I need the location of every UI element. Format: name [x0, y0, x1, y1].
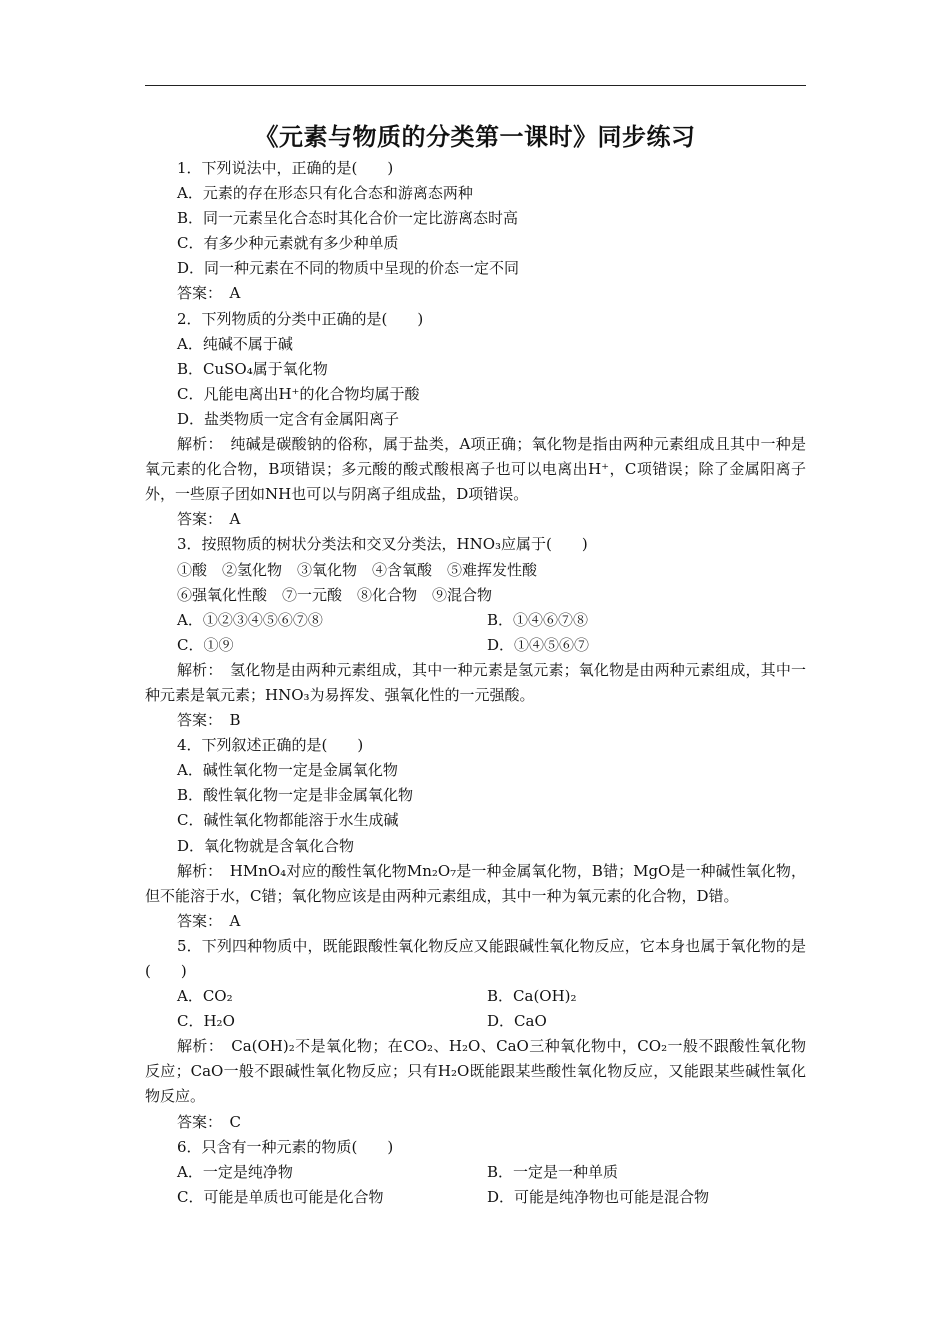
question-6-option-d: D．可能是纯净物也可能是混合物: [487, 1187, 710, 1206]
question-3-option-a: A．①②③④⑤⑥⑦⑧: [177, 610, 323, 629]
question-1-stem: 1．下列说法中，正确的是( ): [177, 159, 394, 177]
question-6-option-a: A．一定是纯净物: [177, 1162, 293, 1181]
question-6-option-b: B．一定是一种单质: [487, 1162, 619, 1181]
header-rule: [145, 85, 806, 86]
question-3-items-line-2: ⑥强氧化性酸 ⑦一元酸 ⑧化合物 ⑨混合物: [177, 585, 493, 604]
question-6-option-c: C．可能是单质也可能是化合物: [177, 1187, 384, 1206]
question-4-answer: 答案： A: [177, 911, 241, 930]
question-4-analysis: 解析： HMnO₄对应的酸性氧化物Mn₂O₇是一种金属氧化物，B错；MgO是一种碱性氧化物，但不能溶于水，C错；氧化物应该是由两种元素组成，其中一种为氧元素的化合物，D错。: [145, 861, 806, 905]
question-4-option-d: D．氧化物就是含氧化合物: [177, 836, 355, 855]
question-5-option-a: A．CO₂: [177, 987, 233, 1006]
question-1-option-c: C．有多少种元素就有多少种单质: [177, 234, 399, 253]
question-5-stem: 5．下列四种物质中，既能跟酸性氧化物反应又能跟碱性氧化物反应，它本身也属于氧化物的是( ): [145, 936, 806, 980]
question-3-answer: 答案： B: [177, 711, 241, 730]
document-body: [145, 156, 806, 1210]
question-4-option-c: C．碱性氧化物都能溶于水生成碱: [177, 811, 399, 830]
question-5-options-row-2: [145, 1009, 806, 1034]
document-title: 《元素与物质的分类第一课时》同步练习: [254, 122, 696, 151]
question-5-analysis: 解析： Ca(OH)₂不是氧化物；在CO₂、H₂O、CaO三种氧化物中，CO₂一般不跟酸性氧化物反应；CaO一般不跟碱性氧化物反应；只有H₂O既能跟某些酸性氧化物反应，又能跟某些碱性氧化物反应。: [145, 1037, 806, 1106]
question-1-option-b: B．同一元素呈化合态时其化合价一定比游离态时高: [177, 209, 519, 228]
question-3-stem: 3．按照物质的树状分类法和交叉分类法，HNO₃应属于( ): [177, 535, 588, 554]
question-5-answer: 答案： C: [177, 1112, 241, 1131]
question-6-options-row-1: [145, 1160, 806, 1185]
question-3-options-row-2: [145, 633, 806, 658]
question-3-options-row-1: [145, 608, 806, 633]
question-3-items-line-1: ①酸 ②氢化物 ③氧化物 ④含氧酸 ⑤难挥发性酸: [177, 560, 538, 579]
question-5-options-row-1: [145, 984, 806, 1009]
question-5-option-c: C．H₂O: [177, 1012, 235, 1031]
question-3-option-b: B．①④⑥⑦⑧: [487, 610, 589, 629]
question-4-option-a: A．碱性氧化物一定是金属氧化物: [177, 761, 398, 780]
question-2-option-c: C．凡能电离出H⁺的化合物均属于酸: [177, 384, 420, 403]
question-1-option-a: A．元素的存在形态只有化合态和游离态两种: [177, 184, 473, 203]
question-5-option-b: B．Ca(OH)₂: [487, 987, 577, 1006]
question-2-option-b: B．CuSO₄属于氧化物: [177, 359, 328, 378]
question-6-options-row-2: [145, 1185, 806, 1210]
question-6-stem: 6．只含有一种元素的物质( ): [177, 1137, 394, 1156]
question-2-answer: 答案： A: [177, 510, 241, 529]
question-2-option-d: D．盐类物质一定含有金属阳离子: [177, 409, 400, 428]
question-2-option-a: A．纯碱不属于碱: [177, 334, 293, 353]
question-1-answer: 答案： A: [177, 284, 241, 303]
question-3-option-d: D．①④⑤⑥⑦: [487, 635, 590, 654]
question-4-option-b: B．酸性氧化物一定是非金属氧化物: [177, 786, 414, 805]
question-2-stem: 2．下列物质的分类中正确的是( ): [177, 309, 424, 328]
question-2-analysis: 解析： 纯碱是碳酸钠的俗称，属于盐类，A项正确；氧化物是指由两种元素组成且其中一种是氧元素的化合物，B项错误；多元酸的酸式酸根离子也可以电离出H⁺，C项错误；除了金属阳离子外，一些原子团如NH也可以与阴离子组成盐，D项错误。: [145, 435, 806, 504]
question-3-option-c: C．①⑨: [177, 635, 234, 654]
question-1-option-d: D．同一种元素在不同的物质中呈现的价态一定不同: [177, 259, 520, 278]
question-5-option-d: D．CaO: [487, 1012, 547, 1031]
question-3-analysis: 解析： 氢化物是由两种元素组成，其中一种元素是氢元素；氧化物是由两种元素组成，其中一种元素是氧元素；HNO₃为易挥发、强氧化性的一元强酸。: [145, 660, 806, 704]
question-4-stem: 4．下列叙述正确的是( ): [177, 736, 364, 755]
